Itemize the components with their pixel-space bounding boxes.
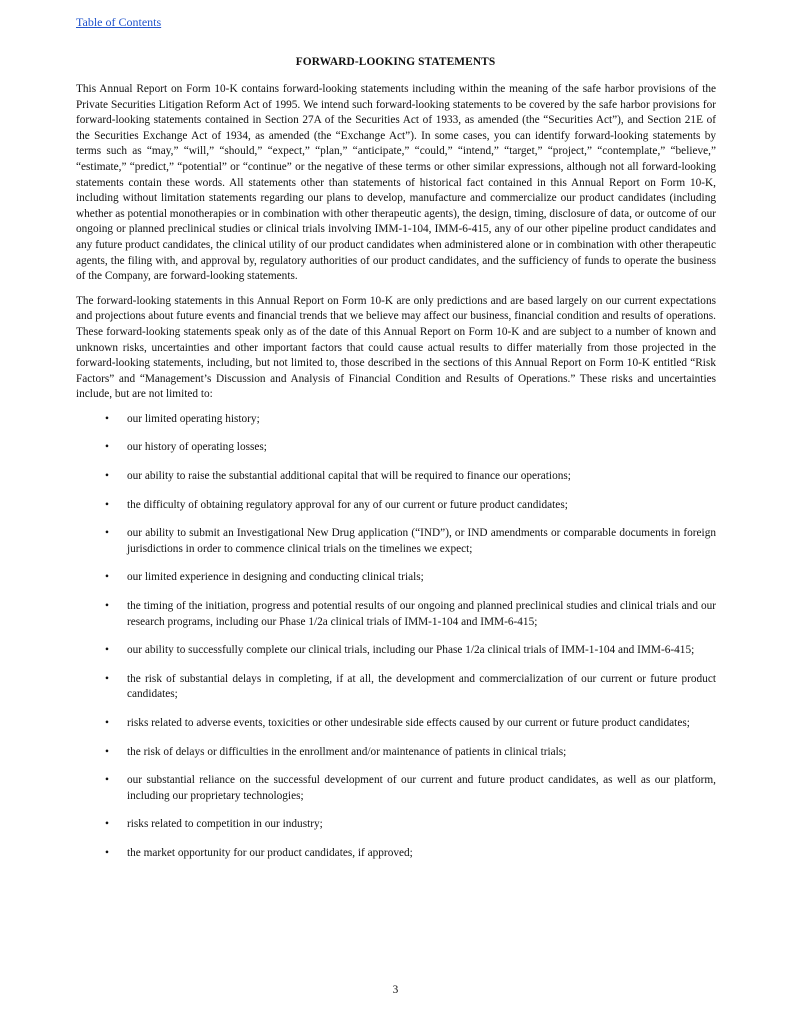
list-item bbox=[76, 412, 716, 428]
list-item-text: the risk of delays or difficulties in the enrollment and/or maintenance of patients in clinical trials; bbox=[127, 745, 567, 758]
list-item bbox=[76, 599, 716, 630]
list-item-text: our ability to successfully complete our clinical trials, including our Phase 1/2a clinical trials of IMM-1-104 and IMM-6-415; bbox=[127, 644, 695, 657]
bullet-icon: • bbox=[105, 498, 109, 511]
list-item-text: our ability to submit an Investigational New Drug application (“IND”), or IND amendments or comparable documents in foreign jurisdictions in order to commence clinical trials on the timelines we expect; bbox=[127, 527, 716, 555]
bullet-icon: • bbox=[105, 818, 109, 831]
list-item bbox=[76, 716, 716, 732]
list-item-text: our limited experience in designing and conducting clinical trials; bbox=[127, 571, 424, 584]
list-item bbox=[76, 469, 716, 485]
list-item-text: our substantial reliance on the successful development of our current and future product candidates, as well as our platform, including our proprietary technologies; bbox=[127, 774, 716, 802]
bullet-icon: • bbox=[105, 441, 109, 454]
list-item-text: risks related to adverse events, toxicities or other undesirable side effects caused by our current or future product candidates; bbox=[127, 717, 690, 729]
list-item bbox=[76, 846, 716, 862]
list-item bbox=[76, 643, 716, 659]
bullet-icon: • bbox=[105, 774, 109, 787]
list-item bbox=[76, 773, 716, 804]
page-number: 3 bbox=[392, 984, 399, 996]
bullet-icon: • bbox=[105, 600, 109, 613]
list-item-text: the timing of the initiation, progress and potential results of our ongoing and planned preclinical studies and clinical trials and our research programs, including our Phase 1/2a clinical trials of IMM-1-104 and IMM-6-415; bbox=[127, 600, 716, 628]
list-item-text: our ability to raise the substantial additional capital that will be required to finance our operations; bbox=[127, 470, 571, 483]
bullet-icon: • bbox=[105, 412, 109, 425]
bullet-icon: • bbox=[105, 672, 109, 685]
section-body bbox=[76, 82, 716, 875]
risk-list bbox=[76, 412, 716, 862]
table-of-contents-link[interactable]: Table of Contents bbox=[76, 15, 162, 29]
bullet-icon: • bbox=[105, 470, 109, 483]
list-item-text: risks related to competition in our industry; bbox=[127, 818, 323, 831]
list-item-text: our history of operating losses; bbox=[127, 441, 267, 454]
section-title: FORWARD-LOOKING STATEMENTS bbox=[295, 56, 496, 68]
paragraph-intro: This Annual Report on Form 10-K contains forward-looking statements including within the meaning of the safe harbor provisions of the Private Securities Litigation Reform Act of 1995. We intend such forward-looking statements to be covered by the safe harbor provisions for forward-looking statements contained in Section 27A of the Securities Act of 1933, as amended (the “Securities Act”), and Section 21E of the Securities Exchange Act of 1934, as amended (the “Exchange Act”). In some cases, you can identify forward-looking statements by terms such as “may,” “will,” “should,” “expect,” “plan,” “anticipate,” “could,” “intend,” “target,” “project,” “contemplate,” “believe,” “estimate,” “predict,” “potential” or “continue” or the negative of these terms or other similar expressions, although not all forward-looking statements contain these words. All statements other than statements of historical fact contained in this Annual Report on Form 10-K, including without limitation statements regarding our plans to develop, manufacture and commercialize our product candidates (including whether as potential monotherapies or in combination with other therapeutic agents), the design, timing, disclosure of data, or outcome of our ongoing or planned preclinical studies or clinical trials involving IMM-1-104, IMM-6-415, any of our other pipeline product candidates and any future product candidates, the clinical utility of our product candidates when administered alone or in combination with other therapeutic agents, the filing with, and approval by, regulatory authorities of our product candidates, and the sufficiency of funds to operate the business of the Company, are forward-looking statements. bbox=[76, 83, 716, 283]
list-item bbox=[76, 526, 716, 557]
list-item-text: our limited operating history; bbox=[127, 412, 260, 425]
bullet-icon: • bbox=[105, 745, 109, 758]
list-item bbox=[76, 570, 716, 586]
paragraph-risks: The forward-looking statements in this Annual Report on Form 10-K are only predictions and are based largely on our current expectations and projections about future events and financial trends that we believe may affect our business, financial condition and results of operations. These forward-looking statements speak only as of the date of this Annual Report on Form 10-K and are subject to a number of known and unknown risks, uncertainties and other important factors that could cause actual results to differ materially from those projected in the forward-looking statements, including, but not limited to, those described in the sections of this Annual Report on Form 10-K entitled “Risk Factors” and “Management’s Discussion and Analysis of Financial Condition and Results of Operations.” These risks and uncertainties include, but are not limited to: bbox=[76, 294, 716, 401]
bullet-icon: • bbox=[105, 644, 109, 657]
list-item bbox=[76, 817, 716, 833]
list-item bbox=[76, 745, 716, 761]
list-item bbox=[76, 498, 716, 514]
bullet-icon: • bbox=[105, 717, 109, 729]
bullet-icon: • bbox=[105, 527, 109, 540]
list-item-text: the market opportunity for our product candidates, if approved; bbox=[127, 846, 413, 859]
list-item-text: the difficulty of obtaining regulatory approval for any of our current or future product candidates; bbox=[127, 498, 568, 511]
bullet-icon: • bbox=[105, 846, 109, 859]
bullet-icon: • bbox=[105, 571, 109, 584]
list-item bbox=[76, 672, 716, 703]
list-item-text: the risk of substantial delays in completing, if at all, the development and commercialization of our current or future product candidates; bbox=[127, 672, 716, 701]
list-item bbox=[76, 440, 716, 456]
